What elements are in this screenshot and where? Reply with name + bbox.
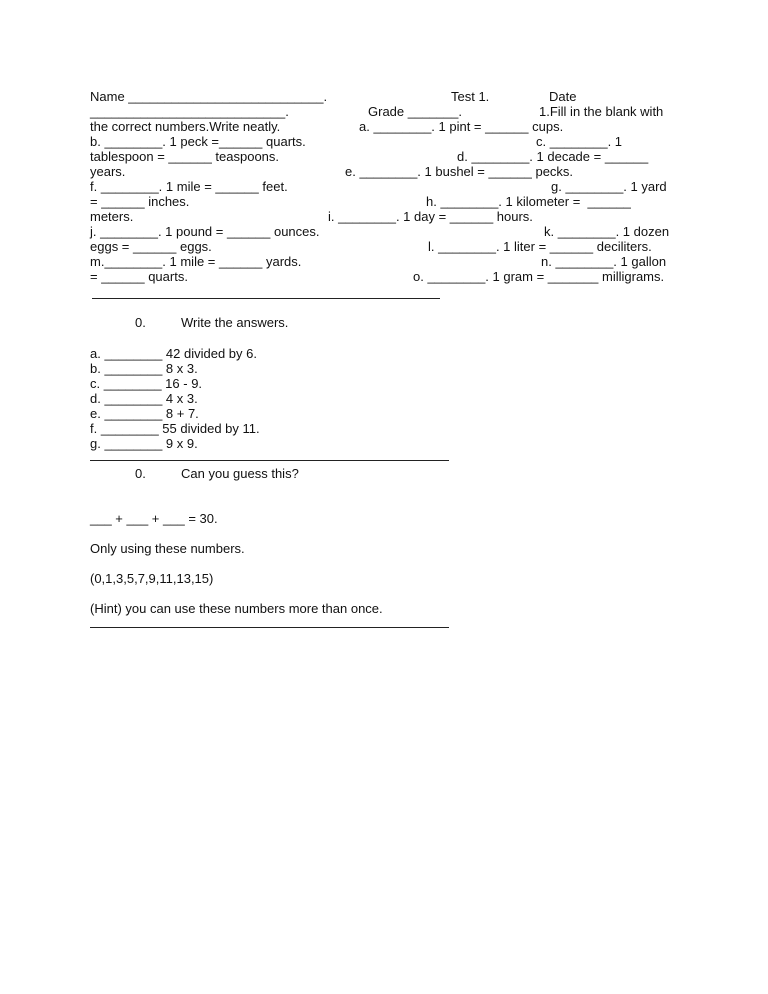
blank-line: ___________________________. xyxy=(90,104,289,119)
question-n: n. ________. 1 gallon xyxy=(541,254,667,269)
section3-title: Can you guess this? xyxy=(181,466,299,481)
answer-item: g. ________ 9 x 9. xyxy=(90,436,198,451)
question-c: c. ________. 1 xyxy=(536,134,623,149)
section3-number: 0. xyxy=(135,466,146,481)
question-e: e. ________. 1 bushel = ______ pecks. xyxy=(345,164,574,179)
hint: (Hint) you can use these numbers more than once. xyxy=(90,601,383,616)
test-title: Test 1. xyxy=(451,89,490,104)
section2-title: Write the answers. xyxy=(181,315,289,330)
question-m: m.________. 1 mile = ______ yards. xyxy=(90,254,302,269)
question-f: f. ________. 1 mile = ______ feet. xyxy=(90,179,288,194)
question-g-cont: = ______ inches. xyxy=(90,194,190,209)
answer-item: d. ________ 4 x 3. xyxy=(90,391,198,406)
section2-number: 0. xyxy=(135,315,146,330)
divider xyxy=(90,460,449,461)
section1-title-cont: the correct numbers.Write neatly. xyxy=(90,119,281,134)
equation: ___ + ___ + ___ = 30. xyxy=(90,511,218,526)
question-n-cont: = ______ quarts. xyxy=(90,269,188,284)
grade-field: Grade _______. xyxy=(368,104,462,119)
question-d-cont: years. xyxy=(90,164,126,179)
question-j: j. ________. 1 pound = ______ ounces. xyxy=(90,224,320,239)
question-c-cont: tablespoon = ______ teaspoons. xyxy=(90,149,280,164)
number-set: (0,1,3,5,7,9,11,13,15) xyxy=(90,571,214,586)
section1-title: 1.Fill in the blank with xyxy=(539,104,664,119)
question-h: h. ________. 1 kilometer = ______ xyxy=(426,194,631,209)
answer-item: e. ________ 8 + 7. xyxy=(90,406,199,421)
question-d: d. ________. 1 decade = ______ xyxy=(457,149,649,164)
question-k-cont: eggs = ______ eggs. xyxy=(90,239,212,254)
name-field: Name ___________________________. xyxy=(90,89,328,104)
question-k: k. ________. 1 dozen xyxy=(544,224,670,239)
question-i: i. ________. 1 day = ______ hours. xyxy=(328,209,533,224)
answer-item: c. ________ 16 - 9. xyxy=(90,376,203,391)
date-label: Date xyxy=(549,89,577,104)
instruction: Only using these numbers. xyxy=(90,541,245,556)
question-o: o. ________. 1 gram = _______ milligrams. xyxy=(413,269,665,284)
question-g: g. ________. 1 yard xyxy=(551,179,667,194)
question-l: l. ________. 1 liter = ______ deciliters. xyxy=(428,239,652,254)
answer-item: a. ________ 42 divided by 6. xyxy=(90,346,257,361)
question-b: b. ________. 1 peck =______ quarts. xyxy=(90,134,306,149)
question-a: a. ________. 1 pint = ______ cups. xyxy=(359,119,564,134)
divider xyxy=(92,298,440,299)
answer-item: f. ________ 55 divided by 11. xyxy=(90,421,260,436)
divider xyxy=(90,627,449,628)
answer-item: b. ________ 8 x 3. xyxy=(90,361,198,376)
question-h-cont: meters. xyxy=(90,209,134,224)
